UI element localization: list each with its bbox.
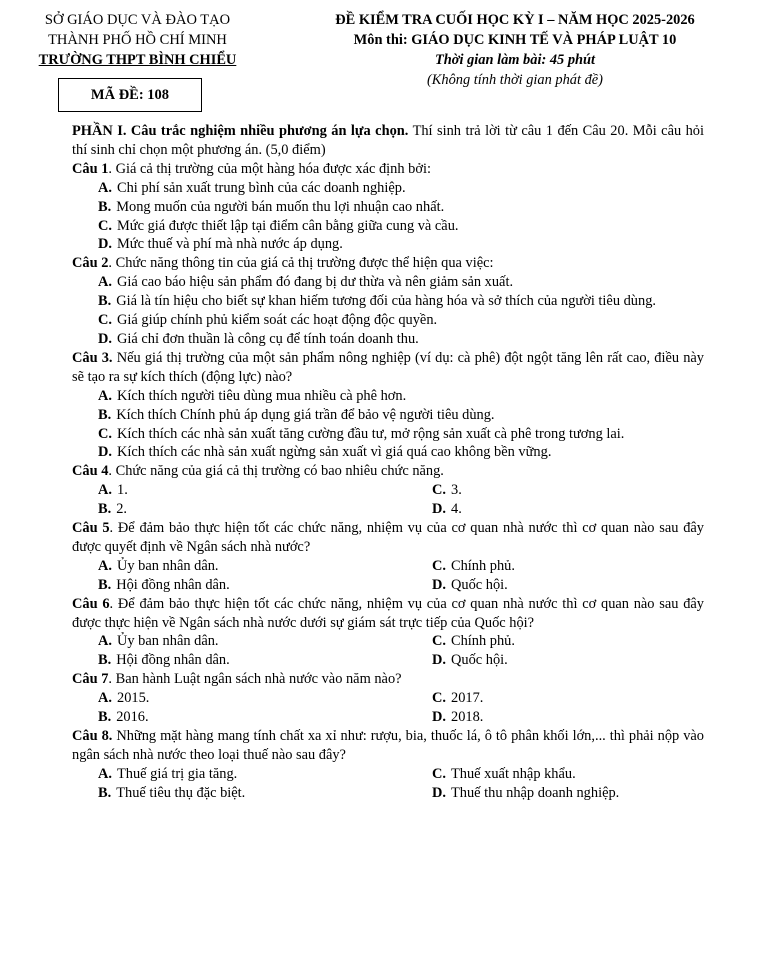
question-stem: [72, 160, 704, 179]
answer-option: [98, 387, 704, 406]
question-text: Chức năng thông tin của giá cả thị trường được thể hiện qua việc:: [115, 255, 494, 272]
option-letter: B.: [98, 652, 112, 669]
option-text: 2015.: [117, 690, 150, 707]
option-text: Mức giá được thiết lập tại điểm cân bằng giữa cung và cầu.: [117, 217, 459, 234]
answer-option: [98, 689, 432, 708]
option-text: Thuế thu nhập doanh nghiệp.: [451, 784, 620, 801]
exam-title: ĐỀ KIỂM TRA CUỐI HỌC KỲ I – NĂM HỌC 2025-2026: [335, 12, 695, 28]
answer-option: [98, 632, 432, 651]
answer-option: [432, 651, 704, 670]
question-separator: .: [108, 255, 116, 272]
answer-options: [72, 179, 704, 255]
option-letter: A.: [98, 274, 112, 291]
question-separator: .: [109, 595, 118, 612]
option-letter: A.: [98, 387, 112, 404]
option-text: Thuế tiêu thụ đặc biệt.: [116, 784, 246, 801]
exam-content: [72, 122, 704, 803]
option-letter: C.: [432, 557, 446, 574]
option-letter: C.: [432, 633, 446, 650]
answer-option: [98, 557, 432, 576]
option-text: Hội đồng nhân dân.: [116, 576, 230, 593]
option-text: Thuế giá trị gia tăng.: [117, 765, 238, 782]
option-letter: D.: [98, 330, 112, 347]
answer-option: [98, 406, 704, 425]
question-3: [72, 349, 704, 462]
option-text: Giá chỉ đơn thuần là công cụ để tính toán doanh thu.: [117, 330, 419, 347]
option-letter: C.: [432, 690, 446, 707]
answer-options: [72, 689, 704, 727]
option-text: Kích thích các nhà sản xuất tăng cường đầu tư, mở rộng sản xuất cà phê trong tương lai.: [117, 425, 625, 442]
option-text: Thuế xuất nhập khẩu.: [451, 765, 576, 782]
option-text: Giá là tín hiệu cho biết sự khan hiếm tương đối của hàng hóa và sở thích của người tiêu dùng.: [116, 293, 656, 310]
answer-option: [98, 273, 704, 292]
option-text: Mức thuế và phí mà nhà nước áp dụng.: [117, 236, 343, 253]
option-text: 4.: [451, 501, 462, 518]
answer-options: [72, 632, 704, 670]
option-letter: D.: [432, 576, 446, 593]
exam-header: [275, 10, 755, 90]
question-text: Giá cả thị trường của một hàng hóa được xác định bởi:: [115, 160, 431, 177]
question-text: Những mặt hàng mang tính chất xa xỉ như: rượu, bia, thuốc lá, ô tô phân khối lớn,... thì phải nộp vào ngân sách nhà nước theo loại thuế nào sau đây?: [72, 728, 704, 763]
part1-instructions: [72, 122, 704, 160]
question-text: Nếu giá thị trường của một sản phẩm nông nghiệp (ví dụ: cà phê) đột ngột tăng lên rất cao, điều này sẽ tạo ra sự kích thích (động lực) nào?: [72, 349, 704, 385]
question-6: [72, 595, 704, 671]
question-text: Chức năng của giá cả thị trường có bao nhiêu chức năng.: [115, 463, 444, 480]
exam-subject: Môn thi: GIÁO DỤC KINH TẾ VÀ PHÁP LUẬT 10: [353, 32, 677, 48]
answer-option: [432, 632, 704, 651]
answer-options: [72, 557, 704, 595]
question-label: Câu 7: [72, 671, 109, 688]
question-separator: .: [108, 671, 116, 688]
question-label: Câu 5: [72, 520, 110, 537]
school-name: TRƯỜNG THPT BÌNH CHIỂU: [38, 52, 237, 68]
option-letter: A.: [98, 765, 112, 782]
option-letter: A.: [98, 482, 112, 499]
question-5: [72, 519, 704, 595]
question-list: [72, 160, 704, 803]
exam-note: (Không tính thời gian phát đề): [427, 72, 603, 88]
answer-option: [432, 765, 704, 784]
question-7: [72, 670, 704, 727]
option-text: 2.: [116, 501, 127, 518]
option-text: Ủy ban nhân dân.: [117, 633, 219, 650]
question-text: Để đảm bảo thực hiện tốt các chức năng, nhiệm vụ của cơ quan nhà nước thì cơ quan nào sau đây được quyết định về Ngân sách nhà nước?: [72, 520, 704, 555]
option-text: Ủy ban nhân dân.: [117, 557, 219, 574]
question-1: [72, 160, 704, 255]
option-letter: B.: [98, 709, 112, 726]
answer-options: [72, 765, 704, 803]
answer-option: [98, 500, 432, 519]
answer-options: [72, 273, 704, 349]
option-text: Giá cao báo hiệu sản phẩm đó đang bị dư thừa và nên giảm sản xuất.: [117, 274, 514, 291]
answer-option: [432, 689, 704, 708]
option-letter: D.: [432, 652, 446, 669]
question-4: [72, 462, 704, 519]
question-label: Câu 6: [72, 595, 110, 612]
option-text: 2017.: [451, 690, 484, 707]
option-letter: C.: [432, 765, 446, 782]
question-2: [72, 254, 704, 349]
exam-code: MÃ ĐỀ: 108: [90, 86, 170, 103]
option-letter: C.: [432, 482, 446, 499]
answer-options: [72, 481, 704, 519]
answer-option: [98, 235, 704, 254]
answer-option: [432, 708, 704, 727]
option-letter: D.: [98, 444, 112, 461]
answer-option: [98, 311, 704, 330]
question-stem: [72, 595, 704, 633]
part1-intro: Thí sinh trả lời từ câu 1 đến Câu 20. Mỗi câu hỏi thí sinh chỉ chọn một phương án. (5,0 điểm): [72, 123, 704, 158]
answer-option: [432, 557, 704, 576]
question-separator: .: [109, 520, 118, 537]
option-text: Chính phủ.: [451, 633, 515, 650]
answer-option: [98, 443, 704, 462]
department-name: SỞ GIÁO DỤC VÀ ĐÀO TẠO: [44, 12, 231, 28]
answer-option: [98, 292, 704, 311]
question-stem: [72, 519, 704, 557]
option-text: Kích thích người tiêu dùng mua nhiều cà phê hơn.: [117, 387, 407, 404]
answer-option: [98, 651, 432, 670]
option-letter: B.: [98, 784, 112, 801]
answer-option: [98, 179, 704, 198]
answer-option: [98, 784, 432, 803]
option-letter: B.: [98, 576, 112, 593]
answer-option: [98, 217, 704, 236]
option-text: Quốc hội.: [451, 576, 508, 593]
question-separator: .: [108, 463, 116, 480]
question-label: Câu 1: [72, 160, 109, 177]
option-text: Kích thích các nhà sản xuất ngừng sản xuất vì giá quá cao không bền vững.: [117, 444, 552, 461]
question-label: Câu 3.: [72, 349, 113, 366]
answer-option: [98, 576, 432, 595]
option-letter: C.: [98, 217, 112, 234]
option-letter: D.: [432, 501, 446, 518]
question-stem: [72, 670, 704, 689]
exam-time: Thời gian làm bài: 45 phút: [434, 52, 596, 68]
option-letter: A.: [98, 633, 112, 650]
option-text: Hội đồng nhân dân.: [116, 652, 230, 669]
question-stem: [72, 462, 704, 481]
question-label: Câu 4: [72, 463, 109, 480]
option-letter: B.: [98, 198, 112, 215]
question-label: Câu 8.: [72, 728, 113, 744]
question-8: [72, 727, 704, 803]
answer-option: [98, 198, 704, 217]
option-letter: A.: [98, 557, 112, 574]
option-text: Kích thích Chính phủ áp dụng giá trần để bảo vệ người tiêu dùng.: [116, 406, 495, 423]
answer-option: [432, 576, 704, 595]
question-text: Để đảm bảo thực hiện tốt các chức năng, nhiệm vụ của cơ quan nhà nước thì cơ quan nào sau đây được thực hiện về Ngân sách nhà nước dưới sự giám sát trực tiếp của Quốc hội?: [72, 595, 704, 631]
option-text: 1.: [117, 482, 128, 499]
option-letter: A.: [98, 179, 112, 196]
answer-option: [432, 784, 704, 803]
answer-option: [432, 481, 704, 500]
option-text: Quốc hội.: [451, 652, 508, 669]
option-text: 2018.: [451, 709, 484, 726]
option-letter: D.: [432, 709, 446, 726]
answer-option: [98, 425, 704, 444]
option-text: Chi phí sản xuất trung bình của các doanh nghiệp.: [117, 179, 406, 196]
answer-option: [98, 708, 432, 727]
answer-option: [98, 330, 704, 349]
question-text: Ban hành Luật ngân sách nhà nước vào năm nào?: [115, 671, 402, 688]
question-label: Câu 2: [72, 255, 109, 272]
answer-option: [98, 481, 432, 500]
answer-option: [98, 765, 432, 784]
option-letter: B.: [98, 406, 112, 423]
city-name: THÀNH PHỐ HỒ CHÍ MINH: [48, 32, 227, 48]
part1-title: PHẦN I. Câu trắc nghiệm nhiều phương án lựa chọn.: [72, 123, 409, 139]
question-stem: [72, 254, 704, 273]
option-text: 3.: [451, 482, 462, 499]
option-letter: B.: [98, 293, 112, 310]
answer-option: [432, 500, 704, 519]
question-stem: [72, 349, 704, 387]
option-text: Mong muốn của người bán muốn thu lợi nhuận cao nhất.: [116, 198, 445, 215]
answer-options: [72, 387, 704, 463]
option-letter: D.: [98, 236, 112, 253]
option-text: Giá giúp chính phủ kiểm soát các hoạt động độc quyền.: [117, 312, 438, 329]
option-letter: C.: [98, 312, 112, 329]
option-letter: B.: [98, 501, 112, 518]
option-letter: A.: [98, 690, 112, 707]
option-letter: C.: [98, 425, 112, 442]
option-letter: D.: [432, 784, 446, 801]
option-text: 2016.: [116, 709, 149, 726]
question-stem: [72, 727, 704, 765]
exam-code-box: [58, 78, 202, 112]
option-text: Chính phủ.: [451, 557, 515, 574]
question-separator: .: [108, 160, 116, 177]
school-header: [10, 10, 265, 70]
